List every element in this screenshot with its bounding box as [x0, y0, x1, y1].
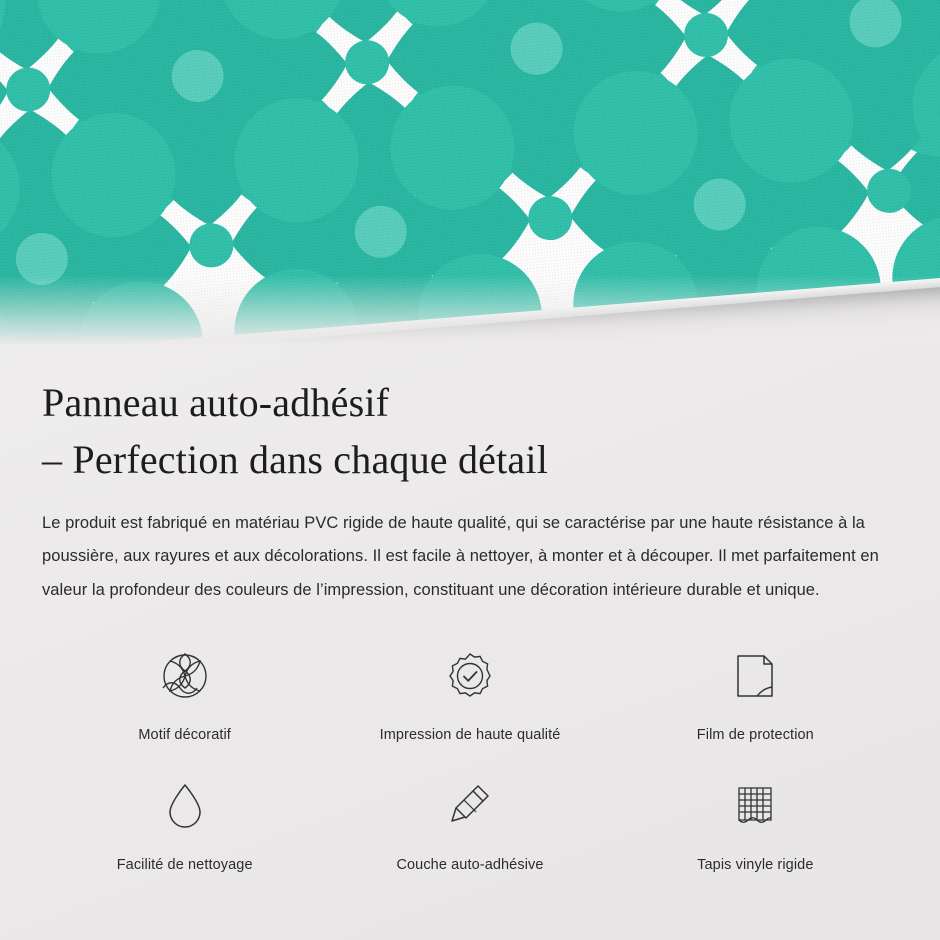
feature-label: Impression de haute qualité: [379, 727, 561, 743]
feature-label: Facilité de nettoyage: [116, 857, 253, 873]
quality-badge-check-icon: [442, 645, 498, 707]
feature-item: [613, 645, 898, 743]
page-title-line-2: – Perfection dans chaque détail: [42, 436, 549, 482]
protective-film-icon: [727, 645, 783, 707]
feature-label: Tapis vinyle rigide: [697, 857, 814, 873]
page-title: [42, 375, 898, 489]
feature-grid: [42, 645, 898, 905]
feature-item: [327, 775, 612, 873]
hero-product-image: [0, 0, 940, 345]
feature-label: Couche auto-adhésive: [396, 857, 544, 873]
page-title-line-1: Panneau auto-adhésif: [42, 380, 390, 425]
feature-item: [42, 775, 327, 873]
feature-label: Film de protection: [696, 727, 814, 743]
water-drop-icon: [157, 775, 213, 837]
feature-item: [327, 645, 612, 743]
decorative-pattern-icon: [157, 645, 213, 707]
content-section: [0, 345, 940, 940]
description-paragraph: Le produit est fabriqué en matériau PVC rigide de haute qualité, qui se caractérise par une haute résistance à la poussière, aux rayures et aux décolorations. Il est facile à nettoyer, à monter et à découper. Il met parfaitement en valeur la profondeur des couleurs de l’impression, constituant une décoration intérieure durable et unique.: [42, 513, 879, 600]
rigid-vinyl-mat-icon: [727, 775, 783, 837]
product-panel: [0, 0, 940, 345]
feature-item: [42, 645, 327, 743]
feature-item: [613, 775, 898, 873]
adhesive-glue-bottle-icon: [442, 775, 498, 837]
feature-label: Motif décoratif: [138, 727, 231, 743]
